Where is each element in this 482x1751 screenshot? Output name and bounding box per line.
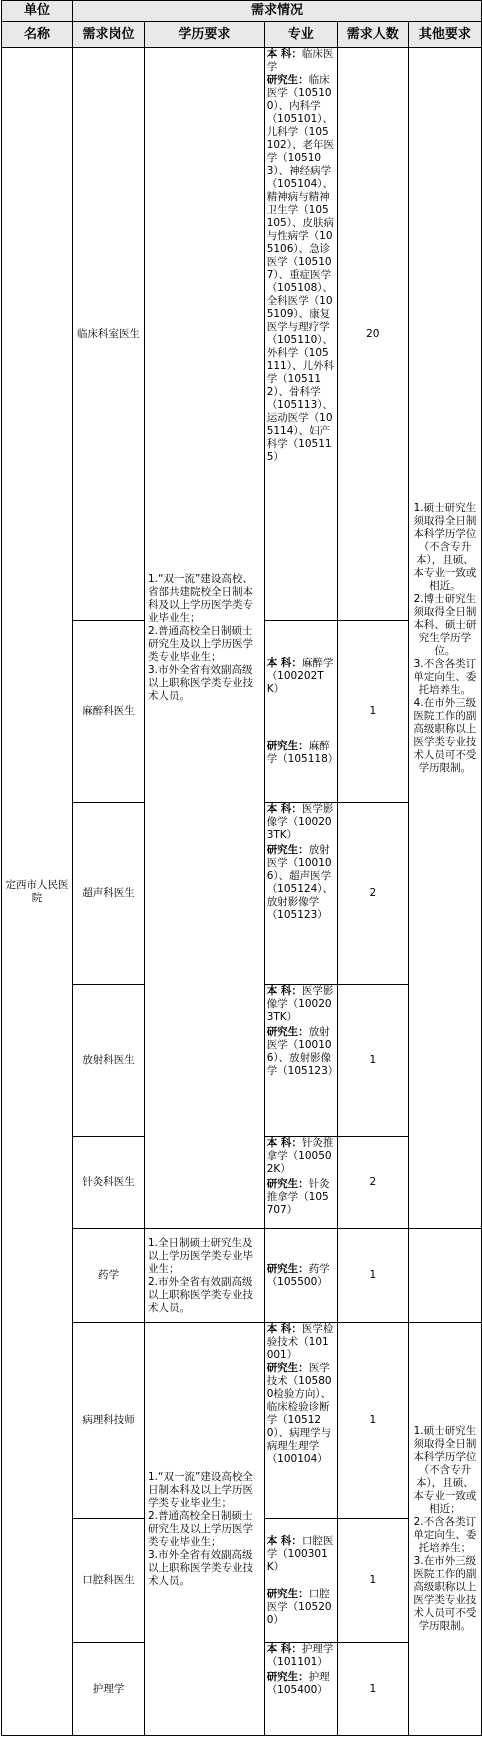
other-requirement-cell: 1.硕士研究生须取得全日制本科学历学位（不含专升本），且硕、本专业一致或相近； 2.不含各类订单定向生、委托培养生； 3.在市外三级医院工作的副高级职称以上医学类专业技术人员可不受学历限制。 — [408, 1323, 481, 1736]
count-cell: 20 — [337, 48, 408, 621]
major-text: 临床医学（105100）、内科学（105101）、儿科学（105102）、老年医学（105103）、神经病学（105104）、精神病与精神卫生学（105105）、皮肤病与性病学（105106）、急诊医学（105107）、重症医学（105108）、全科医学（105109）、康复医学与理疗学（105110）、外科学（105111）、儿外科学（105112）、骨科学（105113）、运动医学（105114）、妇产科学（105115） — [266, 74, 334, 463]
count-cell: 1 — [337, 985, 408, 1137]
position-cell: 护理学 — [72, 1643, 144, 1736]
other-requirement-cell — [408, 1229, 481, 1323]
header-other: 其他要求 — [408, 22, 481, 48]
header-demand: 需求情况 — [72, 1, 481, 22]
major-text: 临床医学 — [266, 48, 334, 73]
major-cell — [264, 48, 337, 621]
major-label: 本 科： — [266, 1137, 302, 1149]
major-label: 本 科： — [266, 1643, 302, 1655]
position-cell: 放射科医生 — [72, 985, 144, 1137]
major-label: 本 科： — [266, 985, 302, 997]
header-name: 名称 — [2, 22, 73, 48]
major-cell — [264, 985, 337, 1137]
header-education: 学历要求 — [144, 22, 264, 48]
education-requirement-cell: 1.“双一流”建设高校、省部共建院校全日制本科及以上学历医学类专业毕业生； 2.普通高校全日制硕士研究生及以上学历医学类专业毕业生； 3.市外全省有效副高级以上职称医学类专业技术人员。 — [144, 48, 264, 1229]
major-text: 护理学（101101） — [266, 1643, 334, 1668]
header-position: 需求岗位 — [72, 22, 144, 48]
header-unit: 单位 — [2, 1, 73, 22]
count-cell: 2 — [337, 803, 408, 985]
major-label: 研究生： — [266, 1026, 309, 1038]
major-label: 研究生： — [266, 1262, 309, 1275]
major-label: 本 科： — [266, 1323, 302, 1335]
major-label: 研究生： — [266, 1671, 309, 1683]
major-cell — [264, 1643, 337, 1736]
major-text: 医学影像学（100203TK） — [266, 803, 334, 841]
major-text: 针灸推拿学（105707） — [266, 1178, 330, 1216]
header-count: 需求人数 — [337, 22, 408, 48]
major-cell — [264, 803, 337, 985]
major-text: 口腔医学（105200） — [266, 1587, 332, 1626]
count-cell: 1 — [337, 621, 408, 803]
major-label: 研究生： — [266, 740, 309, 752]
major-label: 本 科： — [266, 48, 302, 60]
major-cell — [264, 621, 337, 803]
major-cell — [264, 1323, 337, 1519]
major-text: 麻醉学（105118） — [266, 740, 339, 765]
position-cell: 临床科室医生 — [72, 48, 144, 621]
major-text: 放射医学（100106）、超声医学（105124）、放射影像学（105123） — [266, 844, 334, 921]
major-label: 研究生： — [266, 844, 309, 856]
header-major: 专业 — [264, 22, 337, 48]
position-cell: 药学 — [72, 1229, 144, 1323]
major-text: 医学检验技术（101001） — [266, 1323, 334, 1361]
major-label: 研究生： — [266, 1587, 309, 1600]
major-cell — [264, 1519, 337, 1643]
major-label: 本 科： — [266, 1534, 302, 1547]
major-text: 针灸推拿学（100502K） — [266, 1137, 334, 1175]
count-cell: 1 — [337, 1229, 408, 1323]
education-requirement-cell: 1.“双一流”建设高校全日制本科及以上学历医学类专业毕业生； 2.普通高校全日制硕士研究生及以上学历医学类专业毕业生； 3.市外全省有效副高级以上职称医学类专业技术人员。 — [144, 1323, 264, 1736]
major-text: 口腔医学（100301K） — [266, 1534, 334, 1573]
major-text: 护理（105400） — [266, 1671, 330, 1696]
count-cell: 1 — [337, 1323, 408, 1519]
major-label: 本 科： — [266, 657, 302, 669]
position-cell: 超声科医生 — [72, 803, 144, 985]
major-text: 医学技术（105800检验方向）、临床检验诊断学（105120）、病理学与病理生理学（100104） — [266, 1362, 332, 1465]
major-cell — [264, 1229, 337, 1323]
position-cell: 麻醉科医生 — [72, 621, 144, 803]
major-cell — [264, 1137, 337, 1229]
education-requirement-cell: 1.全日制硕士研究生及以上学历医学类专业毕业生； 2.市外全省有效副高级以上职称医学类专业技术人员。 — [144, 1229, 264, 1323]
count-cell: 1 — [337, 1519, 408, 1643]
major-text: 放射医学（100106）、放射影像学（105123） — [266, 1026, 339, 1077]
major-label: 研究生： — [266, 1362, 309, 1374]
major-label: 研究生： — [266, 1178, 309, 1190]
count-cell: 1 — [337, 1643, 408, 1736]
major-text: 麻醉学（100202TK） — [266, 657, 334, 695]
position-cell: 病理科技师 — [72, 1323, 144, 1519]
count-cell: 2 — [337, 1137, 408, 1229]
major-label: 研究生： — [266, 74, 309, 86]
major-text: 医学影像学（100203TK） — [266, 985, 334, 1023]
position-cell: 针灸科医生 — [72, 1137, 144, 1229]
major-text: 药学（105500） — [266, 1262, 330, 1288]
position-cell: 口腔科医生 — [72, 1519, 144, 1643]
other-requirement-cell: 1.硕士研究生须取得全日制本科学历学位（不含专升本），且硕、本专业一致或相近。 2.博士研究生须取得全日制本科、硕士研究生学历学位。 3.不含各类订单定向生、委托培养生。 4.在市外三级医院工作的副高级职称以上医学类专业技术人员可不受学历限制。 — [408, 48, 481, 1229]
recruitment-table — [1, 0, 482, 1736]
unit-name-cell: 定西市人民医院 — [2, 48, 73, 1736]
major-label: 本 科： — [266, 803, 302, 815]
